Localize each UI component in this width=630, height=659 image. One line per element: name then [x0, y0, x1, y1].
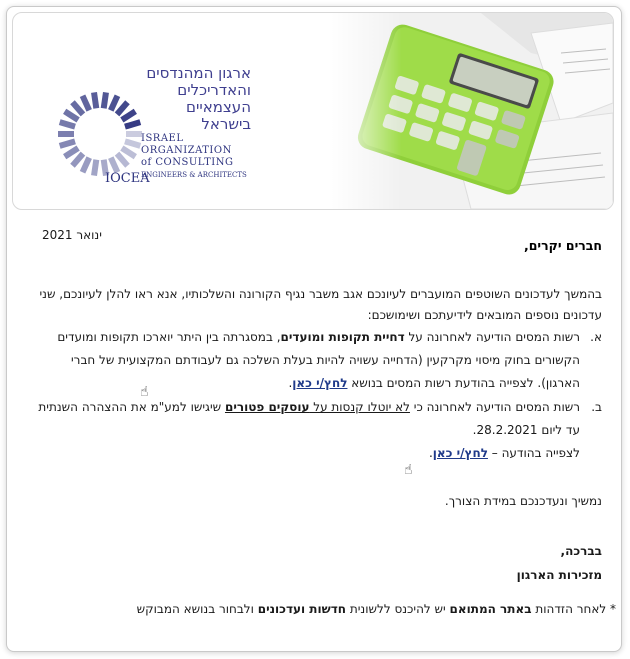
footnote-tab: חדשות ועדכונים	[257, 602, 347, 616]
update-item-b	[32, 396, 602, 465]
footnote-text-3: ולבחור בנושא המבוקש	[136, 602, 258, 616]
org-name-english-4: ENGINEERS & ARCHITECTS	[141, 171, 247, 179]
header-banner	[12, 12, 614, 210]
item-b-highlight: עוסקים פטורים	[224, 400, 310, 414]
continue-note: נמשיך ונעדכנכם במידת הצורך.	[444, 494, 602, 508]
org-name-english-1: ISRAEL	[141, 133, 184, 144]
org-name-english-2: ORGANIZATION	[141, 145, 232, 156]
org-name-hebrew-3: העצמאיים	[186, 98, 251, 116]
item-b-underlined: לא יוטלו קנסות על	[309, 400, 410, 414]
item-b-text-1: רשות המסים הודיעה לאחרונה כי	[409, 400, 580, 414]
footnote-text-1: * לאחר הזדהות	[531, 602, 616, 616]
org-name-hebrew-4: בישראל	[201, 115, 251, 133]
footnote-site: באתר המתואם	[449, 602, 532, 616]
item-a-text-1: רשות המסים הודיעה לאחרונה על	[404, 330, 580, 344]
org-name-english-3: of CONSULTING	[141, 157, 234, 168]
greeting: חברים יקרים,	[523, 238, 602, 253]
update-item-a	[32, 326, 602, 395]
item-b-text-2: שיגישו למע"מ את ההצהרה השנתית עד ליום 28.2.2021.	[38, 400, 580, 437]
item-a-text-3: .	[288, 376, 293, 390]
iocea-logo-icon	[53, 87, 147, 181]
item-a-highlight: דחיית תקופות ומועדים	[280, 330, 405, 344]
org-name-hebrew-2: והאדריכלים	[177, 81, 251, 99]
letter-date: ינואר 2021	[42, 228, 102, 242]
item-b-click-here-link[interactable]: לחץ/י כאן	[432, 446, 488, 460]
item-b-text-4: .	[428, 446, 433, 460]
item-b-marker: ב.	[591, 400, 602, 414]
signature: מזכירות הארגון	[516, 568, 602, 582]
item-a-text-2: , במסגרתה בין היתר יוארכו תקופות ומועדים הקשורים בחוק מיסוי מקרקעין (הדחייה עשויה להיות בעלת השלכה גם לעבודתם המקצועית של חברי הארגון). לצפייה בהודעת רשות המסים בנושא	[57, 330, 580, 390]
org-name-hebrew-1: ארגון המהנדסים	[146, 64, 251, 82]
org-acronym: IOCEA	[105, 171, 150, 186]
org-name	[141, 65, 251, 181]
intro-paragraph: בהמשך לעדכונים השוטפים המועברים לעיונכם אגב משבר נגיף הקורונה והשלכותיו, אנא ראו להלן לעיונכם, שני עדכונים נוספים המובאים לידיעתכם ושימושכם:	[39, 287, 602, 322]
regards: בברכה,	[560, 544, 602, 558]
item-b-text-3: לצפייה בהודעה –	[487, 446, 580, 460]
pointer-hand-icon: ☝	[404, 462, 413, 478]
pointer-hand-icon: ☝	[140, 384, 149, 400]
calculator-image	[331, 13, 613, 209]
item-a-click-here-link[interactable]: לחץ/י כאן	[292, 376, 348, 390]
footnote-text-2: יש להיכנס ללשונית	[346, 602, 450, 616]
footnote	[26, 602, 616, 616]
item-a-marker: א.	[590, 330, 602, 344]
